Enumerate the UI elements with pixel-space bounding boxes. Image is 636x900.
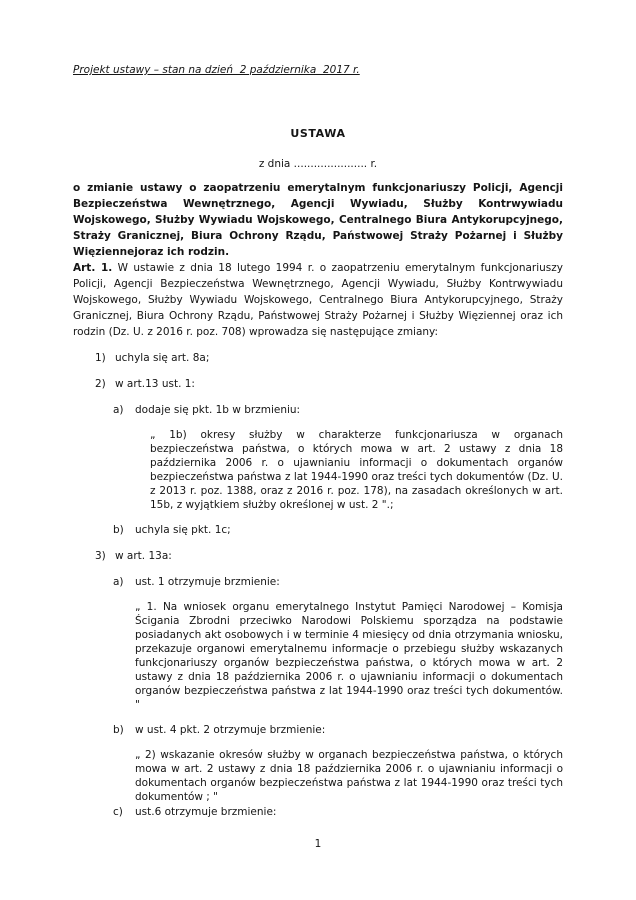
article-1-label: Art. 1.	[73, 262, 113, 274]
list-text: uchyla się art. 8a;	[115, 352, 210, 364]
list-text: w ust. 4 pkt. 2 otrzymuje brzmienie:	[135, 724, 326, 736]
list-text: uchyla się pkt. 1c;	[135, 524, 231, 536]
list-item-3c	[73, 804, 563, 820]
list-marker: 3)	[95, 550, 106, 562]
list-marker: a)	[113, 576, 124, 588]
list-text: w art.13 ust. 1:	[115, 378, 195, 390]
quote-block-1b: „ 1b) okresy służby w charakterze funkcjonariusza w organach bezpieczeństwa państwa, o których mowa w art. 2 ustawy z dnia 18 października 2006 r. o ujawnianiu informacji o dokumentach organów bezpieczeństwa państwa z lat 1944-1990 oraz treści tych dokumentów (Dz. U. z 2013 r. poz. 1388, oraz z 2016 r. poz. 178), na zasadach określonych w art. 15b, z wyjątkiem służby określonej w ust. 2 ".;	[150, 429, 563, 511]
list-marker: 1)	[95, 352, 106, 364]
list-item-2	[73, 376, 563, 392]
list-text: ust. 1 otrzymuje brzmienie:	[135, 576, 280, 588]
list-marker: a)	[113, 404, 124, 416]
list-text: w art. 13a:	[115, 550, 172, 562]
list-item-2b	[73, 522, 563, 538]
act-date-line: z dnia ...................... r.	[258, 158, 378, 170]
article-1-paragraph	[73, 260, 563, 340]
list-marker: b)	[113, 724, 124, 736]
list-item-3a	[73, 574, 563, 590]
draft-status-line: Projekt ustawy – stan na dzień 2 października 2017 r.	[73, 64, 360, 76]
list-item-2a	[73, 402, 563, 418]
list-marker: 2)	[95, 378, 106, 390]
list-item-3b	[73, 722, 563, 738]
quote-block-ust1: „ 1. Na wniosek organu emerytalnego Instytut Pamięci Narodowej – Komisja Ścigania Zbrodni przeciwko Narodowi Polskiemu sporządza na podstawie posiadanych akt osobowych i w terminie 4 miesięcy od dnia otrzymania wniosku, przekazuje organowi emerytalnemu informacje o przebiegu służby wskazanych funkcjonariuszy organów bezpieczeństwa państwa, o których mowa w art. 2 ustawy z dnia 18 października 2006 r. o ujawnianiu informacji o dokumentach organów bezpieczeństwa państwa z lat 1944-1990 oraz treści tych dokumentów. "	[135, 601, 563, 711]
act-title: USTAWA	[290, 127, 346, 140]
list-marker: c)	[113, 806, 123, 818]
act-subject: o zmianie ustawy o zaopatrzeniu emerytalnym funkcjonariuszy Policji, Agencji Bezpieczeństwa Wewnętrznego, Agencji Wywiadu, Służby Kontrwywiadu Wojskowego, Służby Wywiadu Wojskowego, Centralnego Biura Antykorupcyjnego, Straży Granicznej, Biura Ochrony Rządu, Państwowej Straży Pożarnej i Służby Więziennejoraz ich rodzin.	[73, 182, 563, 258]
list-marker: b)	[113, 524, 124, 536]
list-text: dodaje się pkt. 1b w brzmieniu:	[135, 404, 301, 416]
list-item-1	[73, 350, 563, 366]
quote-block-pkt2: „ 2) wskazanie okresów służby w organach bezpieczeństwa państwa, o których mowa w art. 2 ustawy z dnia 18 października 2006 r. o ujawnianiu informacji o dokumentach organów bezpieczeństwa państwa z lat 1944-1990 oraz treści tych dokumentów ; "	[135, 749, 563, 803]
article-1-text: W ustawie z dnia 18 lutego 1994 r. o zaopatrzeniu emerytalnym funkcjonariuszy Policji, Agencji Bezpieczeństwa Wewnętrznego, Agencji Wywiadu, Służby Kontrwywiadu Wojskowego, Służby Wywiadu Wojskowego, Centralnego Biura Antykorupcyjnego, Straży Granicznej, Biura Ochrony Rządu, Państwowej Straży Pożarnej i Służby Więziennej oraz ich rodzin (Dz. U. z 2016 r. poz. 708) wprowadza się następujące zmiany:	[73, 262, 563, 338]
list-item-3	[73, 548, 563, 564]
page-number: 1	[314, 838, 322, 850]
list-text: ust.6 otrzymuje brzmienie:	[135, 806, 277, 818]
